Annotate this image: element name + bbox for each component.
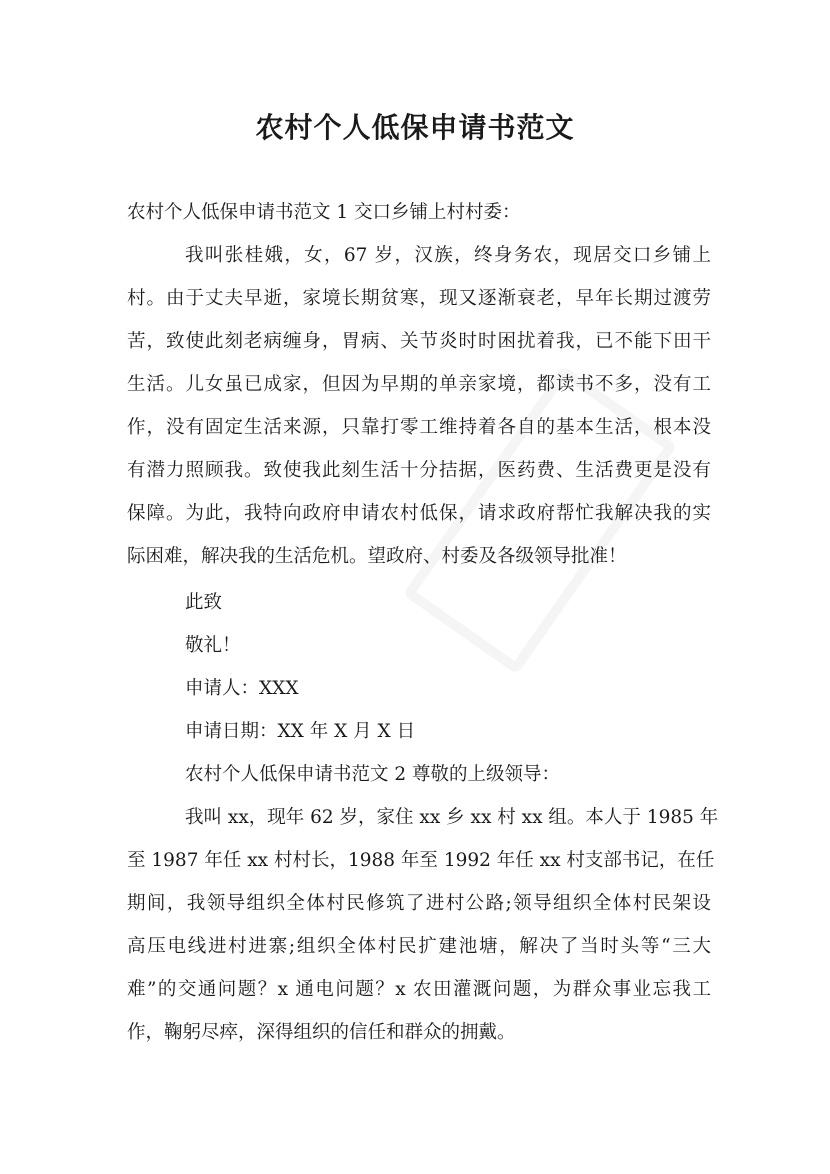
- text-line: 苦，致使此刻老病缠身，胃病、关节炎时时困扰着我，已不能下田干: [127, 331, 711, 352]
- text-line: 至 1987 年任 xx 村村长，1988 年至 1992 年任 xx 村支部书记，在任: [127, 850, 715, 871]
- text-line: 农村个人低保申请书范文 1 交口乡铺上村村委：: [127, 202, 521, 223]
- text-line: 保障。为此，我特向政府申请农村低保，请求政府帮忙我解决我的实: [127, 503, 711, 524]
- text-line: 际困难，解决我的生活危机。望政府、村委及各级领导批准！: [127, 546, 627, 567]
- document-title: 农村个人低保申请书范文: [255, 111, 575, 144]
- document-body: [127, 196, 719, 1059]
- text-line: 我叫 xx，现年 62 岁，家住 xx 乡 xx 村 xx 组。本人于 1985 年: [185, 807, 719, 828]
- text-line: 生活。儿女虽已成家，但因为早期的单亲家境，都读书不多，没有工: [127, 374, 711, 395]
- text-line: 农村个人低保申请书范文 2 尊敬的上级领导：: [185, 764, 561, 785]
- text-line: 敬礼！: [185, 635, 241, 656]
- text-line: 村。由于丈夫早逝，家境长期贫寒，现又逐渐衰老，早年长期过渡劳: [127, 288, 711, 309]
- text-line: 高压电线进村进寨;组织全体村民扩建池塘，解决了当时头等“三大: [127, 936, 711, 957]
- text-line: 我叫张桂娥，女，67 岁，汉族，终身务农，现居交口乡铺上: [185, 245, 711, 266]
- text-line: 难”的交通问题？x 通电问题？x 农田灌溉问题，为群众事业忘我工: [127, 979, 711, 1000]
- text-line: 作，鞠躬尽瘁，深得组织的信任和群众的拥戴。: [127, 1022, 516, 1043]
- text-line: 申请日期：XX 年 X 月 X 日: [185, 721, 416, 742]
- text-line: 作，没有固定生活来源，只靠打零工维持着各自的基本生活，根本没: [127, 417, 711, 438]
- text-line: 此致: [185, 592, 223, 613]
- text-line: 申请人：XXX: [185, 678, 299, 699]
- text-line: 期间，我领导组织全体村民修筑了进村公路;领导组织全体村民架设: [127, 893, 711, 914]
- text-line: 有潜力照顾我。致使我此刻生活十分拮据，医药费、生活费更是没有: [127, 460, 711, 481]
